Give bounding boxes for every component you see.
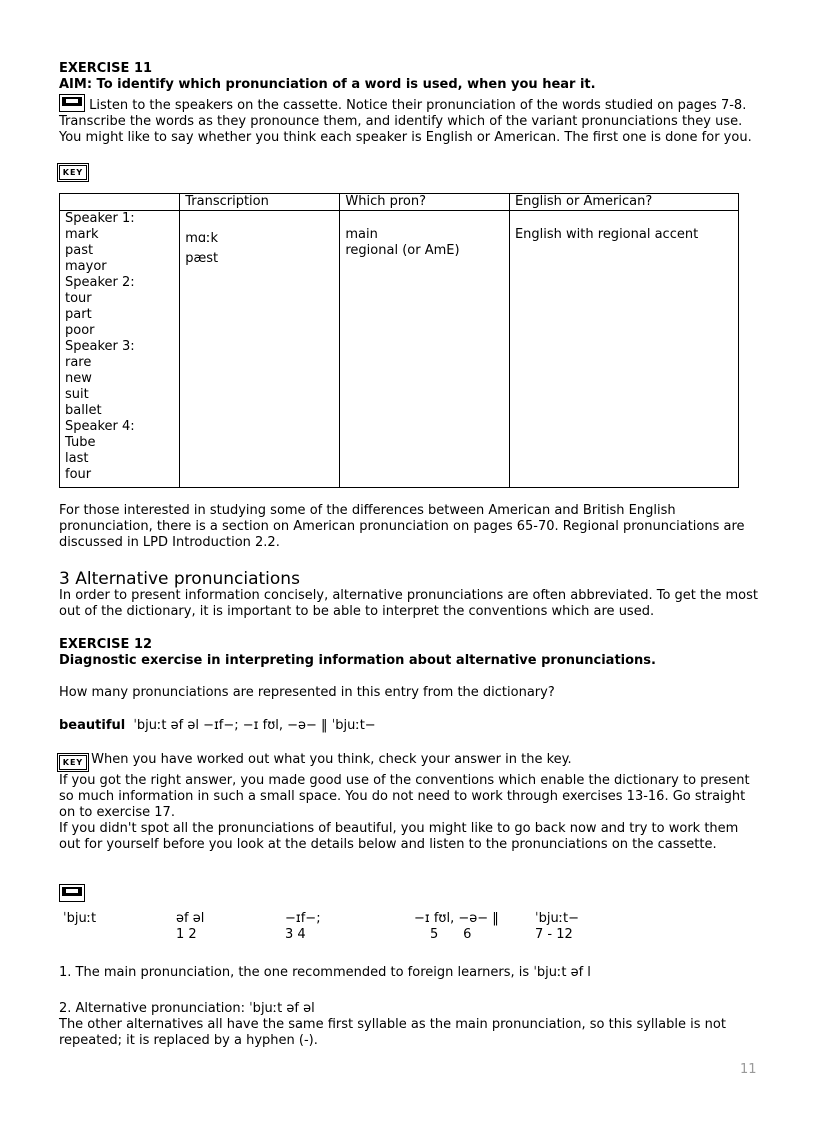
- breakdown-number: 3 4: [285, 927, 306, 942]
- table-header-cell: Which pron?: [340, 194, 510, 211]
- list-item: mark: [65, 227, 99, 242]
- exercise11-title: EXERCISE 11: [59, 61, 153, 76]
- breakdown-number: 5 6: [430, 927, 472, 942]
- list-item: Speaker 1:: [65, 211, 135, 226]
- right-answer-text: If you got the right answer, you made good use of the conventions which enable the dictionary to present so much information in such a small space. You do not need to work through exercises 13-16. Go straight on to exercise 17.: [59, 773, 750, 820]
- transcription-item: pæst: [185, 251, 219, 266]
- key-icon-wrap: [59, 162, 87, 180]
- cassette-icon: [59, 94, 85, 112]
- key-text: When you have worked out what you think, check your answer in the key.: [91, 752, 572, 767]
- breakdown-part: əf əl: [176, 911, 205, 926]
- breakdown-number: 1 2: [176, 927, 197, 942]
- list-item: new: [65, 371, 92, 386]
- point-2-text: The other alternatives all have the same first syllable as the main pronunciation, so this syllable is not repeated; it is replaced by a hyphen (-).: [59, 1017, 726, 1048]
- exercise11-table: [59, 193, 739, 488]
- list-item: Speaker 2:: [65, 275, 135, 290]
- exercise11-aim: AIM: To identify which pronunciation of a word is used, when you hear it.: [59, 77, 596, 92]
- key-icon: KEY: [59, 165, 87, 180]
- list-item: mayor: [65, 259, 107, 274]
- entry-word: beautiful: [59, 718, 126, 733]
- list-item: past: [65, 243, 94, 258]
- table-header-cell: [60, 194, 180, 211]
- exercise12-subtitle: Diagnostic exercise in interpreting information about alternative pronunciations.: [59, 653, 656, 668]
- section3-intro: In order to present information concisely, alternative pronunciations are often abbreviated. To get the most out of the dictionary, it is important to be able to interpret the conventions which are used.: [59, 588, 758, 619]
- breakdown-part: ˈbjuːt−: [535, 911, 580, 926]
- list-item: Speaker 3:: [65, 339, 135, 354]
- exercise12-title: EXERCISE 12: [59, 637, 153, 652]
- transcription-cell: [180, 211, 340, 488]
- exercise12-question: How many pronunciations are represented in this entry from the dictionary?: [59, 685, 555, 700]
- key-icon: KEY: [59, 755, 87, 770]
- transcription-item: mɑːk: [185, 231, 219, 246]
- american-note: For those interested in studying some of the differences between American and British English pronunciation, there is a section on American pronunciation on pages 65-70. Regional pronunciations are discussed in LPD Introduction 2.2.: [59, 503, 745, 550]
- accent-item: English with regional accent: [514, 227, 699, 242]
- table-header-cell: Transcription: [180, 194, 340, 211]
- list-item: rare: [65, 355, 92, 370]
- list-item: suit: [65, 387, 89, 402]
- list-item: part: [65, 307, 92, 322]
- breakdown-part: −ɪ fʊl, −ə− ‖: [414, 911, 499, 926]
- exercise11-instructions: [59, 94, 759, 146]
- words-cell: [60, 211, 180, 488]
- accent-cell: [509, 211, 738, 488]
- wrong-answer-text: If you didn't spot all the pronunciations of beautiful, you might like to go back now and try to work them out for yourself before you look at the details below and listen to the pronunciations on the cassette.: [59, 821, 739, 852]
- page-number: 11: [740, 1062, 757, 1077]
- section3-heading: 3 Alternative pronunciations: [59, 569, 300, 589]
- breakdown-part: ˈbjuːt: [63, 911, 97, 926]
- check-key-paragraph: [59, 752, 759, 770]
- list-item: ballet: [65, 403, 102, 418]
- instructions-text: Listen to the speakers on the cassette. Notice their pronunciation of the words studied on pages 7-8. Transcribe the words as they pronounce them, and identify which of the variant pronunciations they use. You might like to say whether you think each speaker is English or American. The first one is done for you.: [59, 98, 752, 145]
- cassette-icon: [59, 884, 85, 902]
- entry-pronunciation: ˈbjuːt əf əl −ɪf−; −ɪ fʊl, −ə− ‖ ˈbjuːt−: [133, 718, 376, 733]
- which-pron-item: regional (or AmE): [345, 243, 460, 258]
- point-2-title: 2. Alternative pronunciation: ˈbjuːt əf əl: [59, 1001, 315, 1016]
- breakdown-number: 7 - 12: [535, 927, 573, 942]
- table-header-row: [60, 194, 739, 211]
- list-item: Speaker 4:: [65, 419, 135, 434]
- list-item: last: [65, 451, 89, 466]
- which-pron-cell: [340, 211, 510, 488]
- dictionary-entry: [59, 718, 376, 734]
- list-item: four: [65, 467, 92, 482]
- cassette-icon-wrap: [59, 884, 85, 904]
- table-row: [60, 211, 739, 488]
- point-1: 1. The main pronunciation, the one recommended to foreign learners, is ˈbjuːt əf l: [59, 965, 591, 980]
- table-header-cell: English or American?: [509, 194, 738, 211]
- list-item: poor: [65, 323, 95, 338]
- list-item: Tube: [65, 435, 96, 450]
- which-pron-item: main: [345, 227, 378, 242]
- list-item: tour: [65, 291, 92, 306]
- breakdown-part: −ɪf−;: [285, 911, 321, 926]
